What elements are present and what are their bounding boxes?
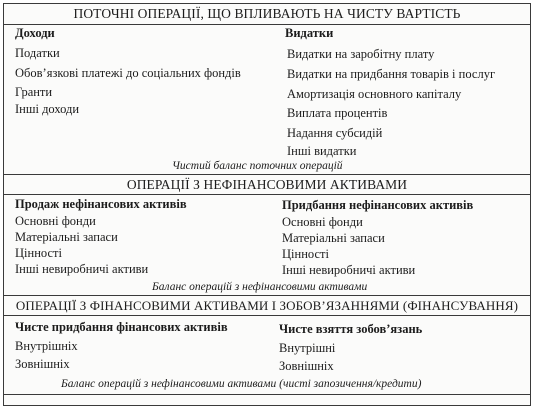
purchase-item: Цінності xyxy=(282,247,329,261)
section-title-financial-assets: ОПЕРАЦІЇ З ФІНАНСОВИМИ АКТИВАМИ І ЗОБОВ’ЯЗАННЯМИ (ФІНАНСУВАННЯ) xyxy=(4,295,530,316)
revenue-item: Податки xyxy=(15,46,60,60)
net-liabilities-header: Чисте взяття зобов’язань xyxy=(279,322,423,336)
net-liabilities-item: Внутрішні xyxy=(279,341,336,355)
revenue-header: Доходи xyxy=(15,26,55,40)
sale-header: Продаж нефінансових активів xyxy=(15,197,187,211)
bottom-rule xyxy=(4,394,530,395)
sale-item: Основні фонди xyxy=(15,214,96,228)
purchase-item: Інші невиробничі активи xyxy=(282,263,416,277)
balance-financing: Баланс операцій з нефінансовими активами (чисті запозичення/кредити) xyxy=(61,378,422,390)
purchase-item: Матеріальні запаси xyxy=(282,231,385,245)
operations-table xyxy=(3,3,531,406)
revenue-item: Гранти xyxy=(15,85,53,99)
balance-nonfinancial-operations: Баланс операцій з нефінансовими активами xyxy=(152,281,368,293)
net-acquisition-item: Зовнішніх xyxy=(15,357,70,371)
balance-current-operations: Чистий баланс поточних операцій xyxy=(172,160,343,172)
sale-item: Інші невиробничі активи xyxy=(15,262,149,276)
purchase-item: Основні фонди xyxy=(282,215,363,229)
revenue-item: Інші доходи xyxy=(15,102,80,116)
sale-item: Матеріальні запаси xyxy=(15,230,118,244)
net-acquisition-header: Чисте придбання фінансових активів xyxy=(15,320,228,334)
net-acquisition-item: Внутрішніх xyxy=(15,339,78,353)
expenditure-header: Видатки xyxy=(285,26,334,40)
expenditure-item: Інші видатки xyxy=(287,144,357,158)
expenditure-item: Надання субсидій xyxy=(287,126,383,140)
net-liabilities-item: Зовнішніх xyxy=(279,359,334,373)
expenditure-item: Видатки на придбання товарів і послуг xyxy=(287,67,496,81)
expenditure-item: Виплата процентів xyxy=(287,106,388,120)
expenditure-item: Видатки на заробітну плату xyxy=(287,47,435,61)
purchase-header: Придбання нефінансових активів xyxy=(282,198,474,212)
revenue-item: Обов’язкові платежі до соціальних фондів xyxy=(15,66,241,80)
expenditure-item: Амортизація основного капіталу xyxy=(287,87,462,101)
section-title-current-operations: ПОТОЧНІ ОПЕРАЦІЇ, ЩО ВПЛИВАЮТЬ НА ЧИСТУ ВАРТІСТЬ xyxy=(4,4,530,25)
section-title-nonfinancial-assets: ОПЕРАЦІЇ З НЕФІНАНСОВИМИ АКТИВАМИ xyxy=(4,174,530,195)
sale-item: Цінності xyxy=(15,246,62,260)
